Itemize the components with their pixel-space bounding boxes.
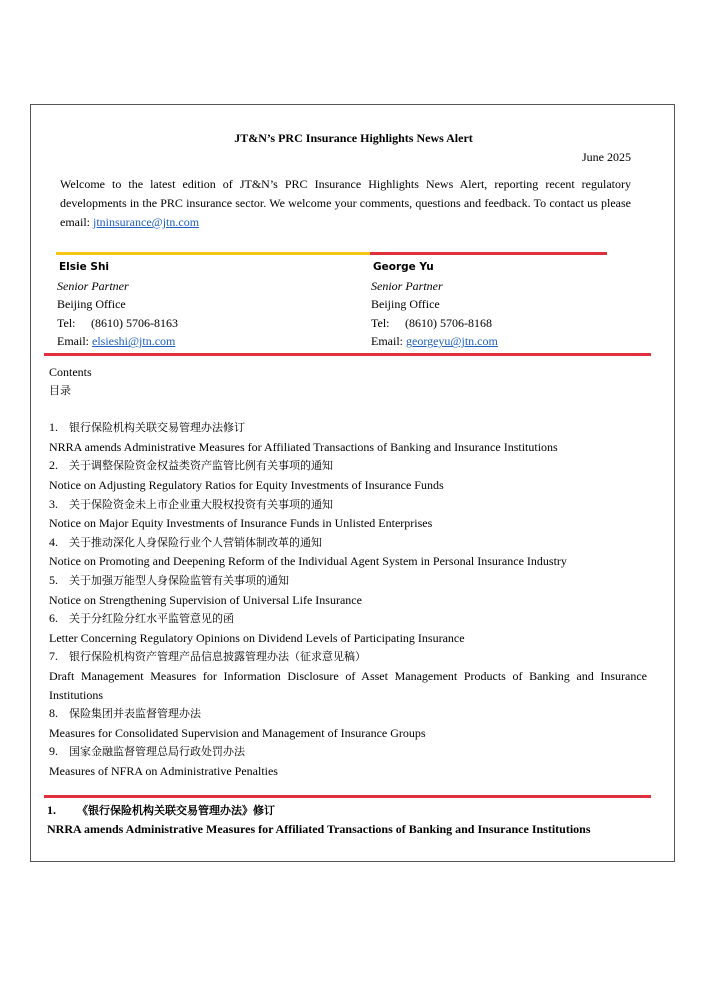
edition-date: June 2025 — [582, 150, 631, 164]
toc-item-en[interactable]: NRRA amends Administrative Measures for Affiliated Transactions of Banking and Insurance Institutions — [49, 439, 558, 454]
tel-label: Tel: — [57, 315, 76, 330]
toc-number: 5. — [49, 572, 58, 587]
section-title-zh: 《银行保险机构关联交易管理办法》修订 — [77, 804, 275, 817]
toc-item-en[interactable]: Notice on Adjusting Regulatory Ratios for Equity Investments of Insurance Funds — [49, 477, 444, 492]
email-label: Email: — [57, 334, 92, 349]
yellow-divider — [56, 252, 370, 255]
toc-item-zh[interactable]: 关于保险资金未上市企业重大股权投资有关事项的通知 — [69, 497, 333, 511]
toc-item-zh[interactable]: 关于调整保险资金权益类资产监管比例有关事项的通知 — [69, 459, 333, 473]
contact-office: Beijing Office — [57, 297, 126, 312]
toc-number: 2. — [49, 458, 58, 473]
toc-item-en[interactable]: Draft Management Measures for Information Disclosure of Asset Management Products of Banking and Insurance Institutions — [49, 668, 647, 702]
contents-heading: Contents — [49, 365, 92, 379]
red-divider-short — [370, 252, 607, 255]
contact-name: Elsie Shi — [59, 261, 110, 273]
tel-number: (8610) 5706-8163 — [91, 315, 178, 330]
tel-label: Tel: — [371, 315, 390, 330]
email-label: Email: — [371, 334, 406, 349]
contact-email — [57, 332, 178, 351]
toc-item-en[interactable]: Letter Concerning Regulatory Opinions on Dividend Levels of Participating Insurance — [49, 630, 465, 645]
toc-item-zh[interactable]: 银行保险机构关联交易管理办法修订 — [69, 421, 245, 435]
toc-number: 6. — [49, 611, 58, 626]
toc-number: 3. — [49, 496, 58, 511]
email-link[interactable]: elsieshi@jtn.com — [92, 334, 176, 349]
toc-item-en[interactable]: Notice on Major Equity Investments of Insurance Funds in Unlisted Enterprises — [49, 516, 433, 531]
contents-heading-zh: 目录 — [49, 383, 71, 397]
toc-number: 8. — [49, 706, 58, 721]
contact-email — [371, 332, 498, 351]
contact-tel — [371, 314, 498, 333]
contact-email-link[interactable]: jtninsurance@jtn.com — [93, 215, 200, 229]
contact-tel — [57, 314, 178, 333]
intro-text: Welcome to the latest edition of JT&N’s PRC Insurance Highlights News Alert, reporting recent regulatory developments in the PRC insurance sector. We welcome your comments, questions and feedback. To contact us please email: — [60, 177, 631, 229]
red-divider-section — [44, 795, 651, 798]
toc-item-zh[interactable]: 关于推动深化人身保险行业个人营销体制改革的通知 — [69, 535, 322, 549]
toc-item-zh[interactable]: 关于加强万能型人身保险监管有关事项的通知 — [69, 573, 289, 587]
section-title-en: NRRA amends Administrative Measures for Affiliated Transactions of Banking and Insurance Institutions — [47, 822, 591, 836]
toc-item-zh[interactable]: 国家金融监督管理总局行政处罚办法 — [69, 745, 245, 759]
intro-paragraph — [60, 175, 631, 232]
section-number: 1. — [47, 803, 56, 817]
table-of-contents — [49, 363, 647, 780]
toc-item-en[interactable]: Measures of NFRA on Administrative Penalties — [49, 763, 278, 778]
toc-item-en[interactable]: Notice on Promoting and Deepening Reform of the Individual Agent System in Personal Insurance Industry — [49, 554, 567, 569]
email-link[interactable]: georgeyu@jtn.com — [406, 334, 498, 349]
toc-item-zh[interactable]: 关于分红险分红水平监管意见的函 — [69, 612, 234, 626]
toc-number: 4. — [49, 534, 58, 549]
section-1-heading — [47, 801, 591, 839]
toc-number: 7. — [49, 649, 58, 664]
toc-number: 9. — [49, 744, 58, 759]
contact-role: Senior Partner — [371, 278, 443, 293]
page-title: JT&N’s PRC Insurance Highlights News Alert — [234, 131, 473, 145]
contact-card-george — [371, 258, 498, 351]
toc-item-en[interactable]: Measures for Consolidated Supervision and Management of Insurance Groups — [49, 725, 426, 740]
red-divider-contents — [44, 353, 651, 356]
toc-number: 1. — [49, 420, 58, 435]
contact-card-elsie — [57, 258, 178, 351]
contact-role: Senior Partner — [57, 278, 129, 293]
toc-item-zh[interactable]: 银行保险机构资产管理产品信息披露管理办法（征求意见稿） — [69, 650, 366, 664]
contact-office: Beijing Office — [371, 297, 440, 312]
tel-number: (8610) 5706-8168 — [405, 315, 492, 330]
toc-item-zh[interactable]: 保险集团并表监督管理办法 — [69, 707, 201, 721]
toc-item-en[interactable]: Notice on Strengthening Supervision of Universal Life Insurance — [49, 592, 362, 607]
contact-name: George Yu — [373, 261, 434, 273]
